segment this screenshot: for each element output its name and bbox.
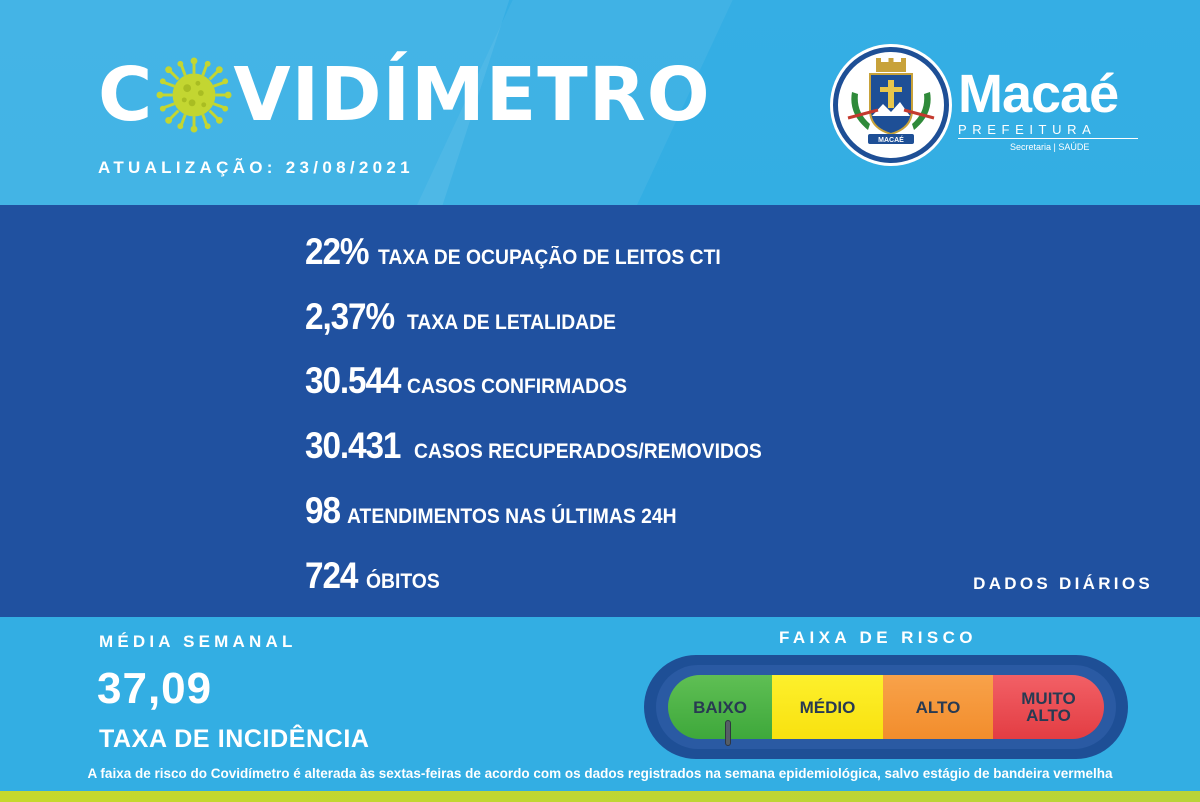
header-banner <box>0 0 1200 205</box>
brand-block <box>958 64 1138 152</box>
risk-gauge <box>644 655 1128 759</box>
stat-label: CASOS CONFIRMADOS <box>406 375 628 398</box>
risk-needle-indicator <box>725 720 731 746</box>
update-date: ATUALIZAÇÃO: 23/08/2021 <box>98 158 414 177</box>
stat-row <box>305 360 646 402</box>
stat-value: 98 <box>305 490 340 531</box>
risk-level-very-high: MUITO ALTO <box>993 675 1104 739</box>
seal-banner-text: MACAÉ <box>878 137 904 144</box>
risk-level-low: BAIXO <box>668 675 772 739</box>
stat-label: TAXA DE LETALIDADE <box>406 311 616 334</box>
page-title <box>98 52 711 138</box>
incidence-rate-caption: TAXA DE INCIDÊNCIA <box>99 725 370 753</box>
stat-value: 30.544 <box>305 360 401 401</box>
risk-level-high: ALTO <box>883 675 993 739</box>
stat-row <box>305 231 751 273</box>
stat-row <box>305 425 792 467</box>
stat-value: 30.431 <box>305 425 401 466</box>
title-suffix: VIDÍMETRO <box>233 52 711 138</box>
title-prefix: C <box>98 52 154 138</box>
brand-department: Secretaria | SAÚDE <box>1010 142 1090 152</box>
stat-row <box>305 490 705 532</box>
brand-subtitle: PREFEITURA <box>958 122 1138 139</box>
risk-gauge-bar <box>668 675 1104 739</box>
stat-row <box>305 555 446 597</box>
virus-icon <box>155 56 233 134</box>
brand-name: Macaé <box>958 64 1119 124</box>
footnote: A faixa de risco do Covidímetro é alterada às sextas-feiras de acordo com os dados registrados na semana epidemiológica, salvo estágio de bandeira vermelha <box>87 766 1113 781</box>
stat-label: ATENDIMENTOS NAS ÚLTIMAS 24H <box>346 505 677 528</box>
stat-label: CASOS RECUPERADOS/REMOVIDOS <box>413 440 762 463</box>
risk-range-title: FAIXA DE RISCO <box>779 628 977 647</box>
stat-row <box>305 296 634 338</box>
daily-data-panel <box>0 205 1200 617</box>
daily-data-tag: DADOS DIÁRIOS <box>973 574 1153 593</box>
weekly-average-label: MÉDIA SEMANAL <box>99 632 297 651</box>
weekly-average-value: 37,09 <box>97 664 213 713</box>
stat-value: 724 <box>305 555 358 596</box>
stat-label: TAXA DE OCUPAÇÃO DE LEITOS CTI <box>378 246 722 269</box>
footer-strip <box>0 791 1200 802</box>
stat-label: ÓBITOS <box>366 570 440 593</box>
risk-level-medium: MÉDIO <box>772 675 883 739</box>
stat-value: 22% <box>305 231 369 272</box>
city-seal-logo <box>833 47 949 163</box>
stat-value: 2,37% <box>305 296 395 337</box>
